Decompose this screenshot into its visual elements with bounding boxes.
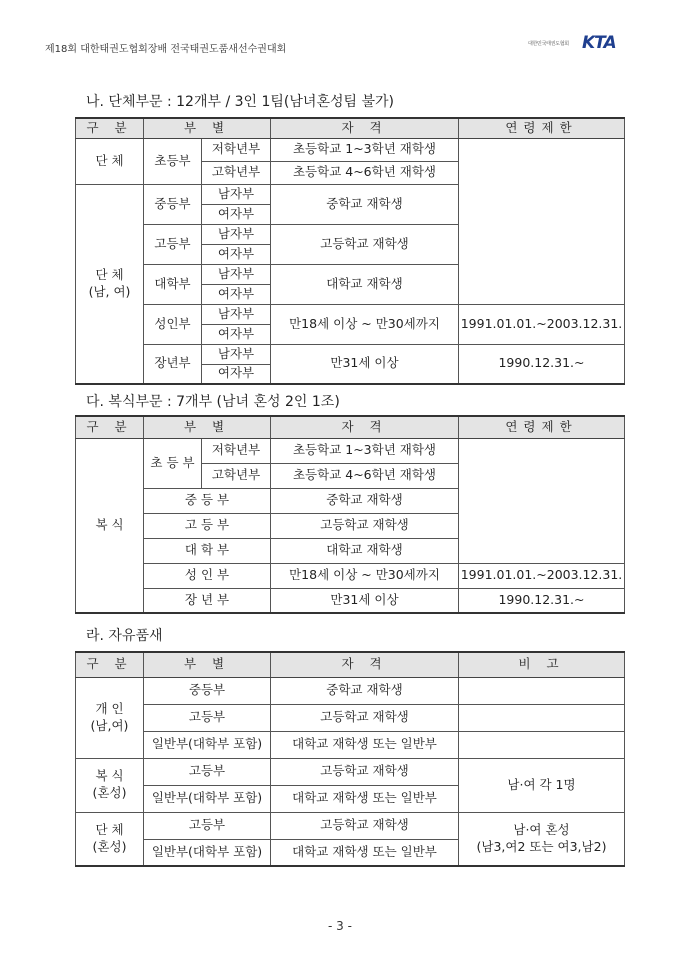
cell-low: 저학년부: [202, 438, 271, 463]
col-bubyeol: 부 별: [144, 652, 271, 677]
cell-doubles-mixed: 복 식 (혼성): [76, 758, 144, 812]
cell-cho: 초등부: [144, 138, 202, 184]
cell-mid: 중등부: [144, 677, 271, 704]
cell-adult: 성인부: [144, 304, 202, 344]
cell-m: 남자부: [202, 344, 271, 364]
cell-m: 남자부: [202, 264, 271, 284]
doubles-division-table: [75, 415, 625, 614]
cell-q-hs: 고등학교 재학생: [271, 812, 459, 839]
cell-q-low: 초등학교 1~3학년 재학생: [271, 138, 459, 161]
cell-q-high: 초등학교 4~6학년 재학생: [271, 161, 459, 184]
cell-uni: 대 학 부: [144, 538, 271, 563]
col-gubun: 구 분: [76, 416, 144, 438]
col-gubun: 구 분: [76, 652, 144, 677]
freestyle-table: [75, 651, 625, 867]
cell-q-gen: 대학교 재학생 또는 일반부: [271, 785, 459, 812]
cell-f: 여자부: [202, 284, 271, 304]
col-jagyeok: 자 격: [271, 118, 459, 138]
cell-f: 여자부: [202, 364, 271, 384]
cell-q-senior: 만31세 이상: [271, 344, 459, 384]
cell-a-adult: 1991.01.01.~2003.12.31.: [459, 563, 625, 588]
logo-kta-text: KTA: [582, 33, 616, 53]
cell-q-uni: 대학교 재학생: [271, 264, 459, 304]
document-header: 제18회 대한태권도협회장배 전국태권도품새선수권대회: [45, 44, 287, 55]
page-number: - 3 -: [328, 919, 352, 933]
cell-q-adult: 만18세 이상 ~ 만30세까지: [271, 563, 459, 588]
cell-q-mid: 중학교 재학생: [271, 184, 459, 224]
col-bubyeol: 부 별: [144, 118, 271, 138]
cell-q-gen: 대학교 재학생 또는 일반부: [271, 731, 459, 758]
cell-q-hs: 고등학교 재학생: [271, 704, 459, 731]
cell-note-blank: [459, 731, 625, 758]
cell-senior: 장 년 부: [144, 588, 271, 613]
section-team-title: 나. 단체부문 : 12개부 / 3인 1팀(남녀혼성팀 불가): [86, 94, 394, 110]
cell-high: 고학년부: [202, 161, 271, 184]
cell-q-uni: 대학교 재학생: [271, 538, 459, 563]
cell-adult: 성 인 부: [144, 563, 271, 588]
col-bubyeol: 부 별: [144, 416, 271, 438]
col-bigo: 비 고: [459, 652, 625, 677]
cell-a-senior: 1990.12.31.~: [459, 588, 625, 613]
cell-q-adult: 만18세 이상 ~ 만30세까지: [271, 304, 459, 344]
section-freestyle-title: 라. 자유품새: [86, 628, 163, 644]
logo-small-text: 대한민국태권도협회: [528, 41, 569, 47]
cell-f: 여자부: [202, 324, 271, 344]
cell-q-hs: 고등학교 재학생: [271, 224, 459, 264]
cell-mid: 중 등 부: [144, 488, 271, 513]
cell-age-blank: [459, 138, 625, 304]
cell-q-hs: 고등학교 재학생: [271, 758, 459, 785]
cell-senior: 장년부: [144, 344, 202, 384]
cell-q-senior: 만31세 이상: [271, 588, 459, 613]
col-gubun: 구 분: [76, 118, 144, 138]
cell-dan-mixed: 단 체 (남, 여): [76, 184, 144, 384]
cell-age-blank: [459, 438, 625, 563]
section-doubles-title: 다. 복식부문 : 7개부 (남녀 혼성 2인 1조): [86, 394, 340, 410]
cell-q-hs: 고등학교 재학생: [271, 513, 459, 538]
cell-hs: 고등부: [144, 224, 202, 264]
cell-uni: 대학부: [144, 264, 202, 304]
cell-q-high: 초등학교 4~6학년 재학생: [271, 463, 459, 488]
cell-low: 저학년부: [202, 138, 271, 161]
kta-logo: [528, 34, 624, 54]
col-age-limit: 연령제한: [459, 118, 625, 138]
cell-q-mid: 중학교 재학생: [271, 677, 459, 704]
cell-q-low: 초등학교 1~3학년 재학생: [271, 438, 459, 463]
cell-note-blank: [459, 704, 625, 731]
cell-cho: 초 등 부: [144, 438, 202, 488]
cell-gen: 일반부(대학부 포함): [144, 839, 271, 866]
cell-dan: 단 체: [76, 138, 144, 184]
cell-hs: 고등부: [144, 812, 271, 839]
cell-mid: 중등부: [144, 184, 202, 224]
cell-q-mid: 중학교 재학생: [271, 488, 459, 513]
cell-m: 남자부: [202, 184, 271, 204]
cell-hs: 고 등 부: [144, 513, 271, 538]
cell-a-senior: 1990.12.31.~: [459, 344, 625, 384]
cell-f: 여자부: [202, 204, 271, 224]
cell-individual: 개 인 (남,여): [76, 677, 144, 758]
cell-hs: 고등부: [144, 704, 271, 731]
team-division-table: [75, 117, 625, 385]
cell-note-doubles: 남·여 각 1명: [459, 758, 625, 812]
cell-hs: 고등부: [144, 758, 271, 785]
col-age-limit: 연령제한: [459, 416, 625, 438]
cell-m: 남자부: [202, 224, 271, 244]
cell-a-adult: 1991.01.01.~2003.12.31.: [459, 304, 625, 344]
cell-team-mixed: 단 체 (혼성): [76, 812, 144, 866]
col-jagyeok: 자 격: [271, 416, 459, 438]
cell-gen: 일반부(대학부 포함): [144, 785, 271, 812]
cell-f: 여자부: [202, 244, 271, 264]
col-jagyeok: 자 격: [271, 652, 459, 677]
cell-bok: 복 식: [76, 438, 144, 613]
cell-high: 고학년부: [202, 463, 271, 488]
cell-m: 남자부: [202, 304, 271, 324]
cell-q-gen: 대학교 재학생 또는 일반부: [271, 839, 459, 866]
cell-note-blank: [459, 677, 625, 704]
cell-gen: 일반부(대학부 포함): [144, 731, 271, 758]
cell-note-team: 남·여 혼성 (남3,여2 또는 여3,남2): [459, 812, 625, 866]
